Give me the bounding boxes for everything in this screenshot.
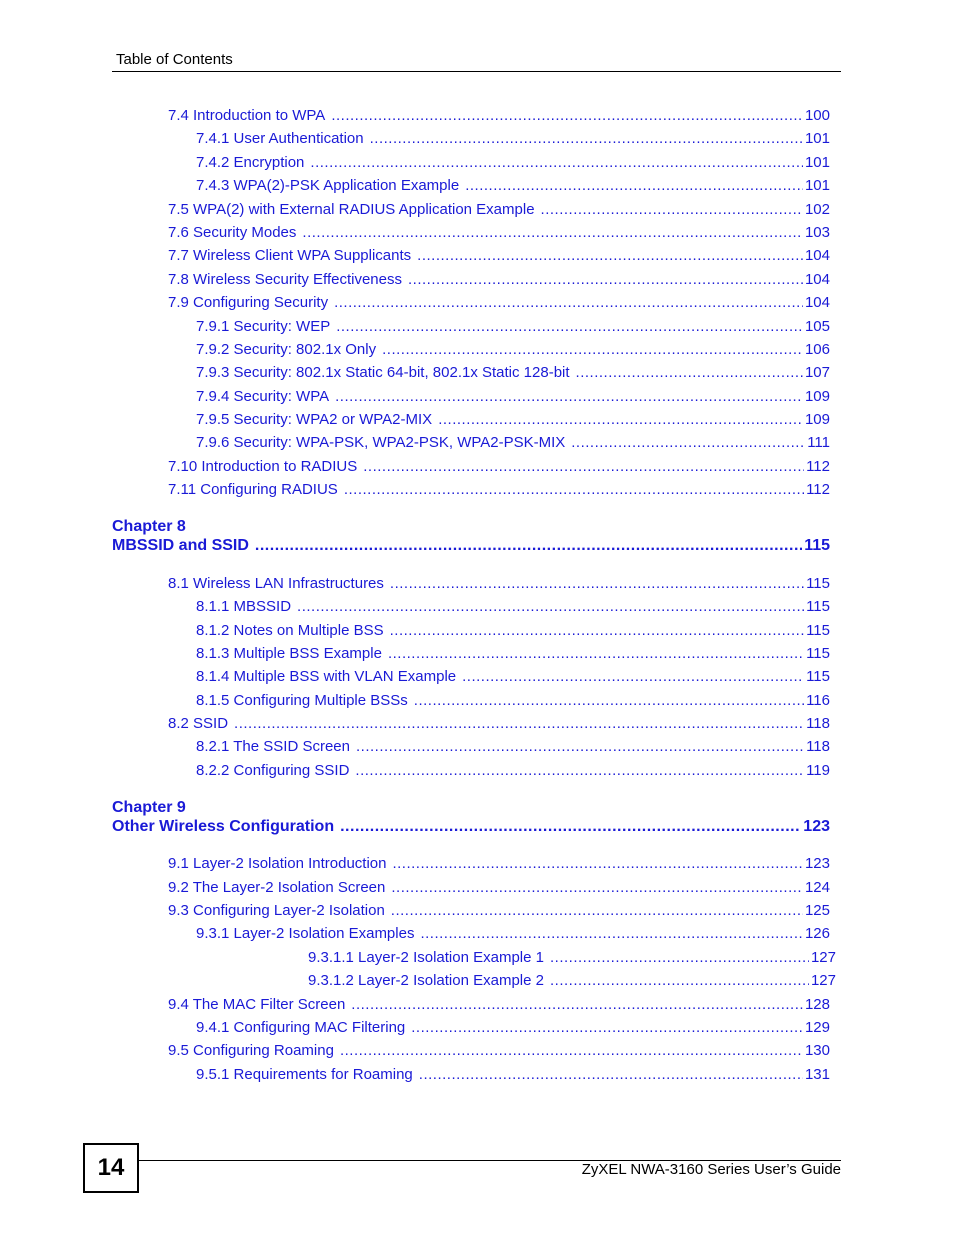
toc-entry-title: 9.1 Layer-2 Isolation Introduction	[168, 855, 387, 872]
leader-dots	[391, 879, 803, 896]
toc-entry-title: 7.11 Configuring RADIUS	[168, 481, 338, 498]
toc-entry-page: 109	[804, 388, 830, 405]
toc-entry-title: 8.2.2 Configuring SSID	[196, 762, 350, 779]
leader-dots	[234, 715, 804, 732]
toc-entry-title: 8.1 Wireless LAN Infrastructures	[168, 575, 384, 592]
toc-entry-page: 127	[810, 972, 836, 989]
leader-dots	[351, 996, 803, 1013]
toc-entry[interactable]	[196, 692, 830, 712]
toc-entry-title: 9.3 Configuring Layer-2 Isolation	[168, 902, 385, 919]
toc-entry-page: 130	[804, 1042, 830, 1059]
header-title: Table of Contents	[116, 51, 233, 68]
toc-entry[interactable]	[196, 434, 830, 454]
toc-entry[interactable]	[196, 411, 830, 431]
guide-title: ZyXEL NWA-3160 Series User’s Guide	[581, 1161, 841, 1178]
leader-dots	[419, 1066, 803, 1083]
toc-entry[interactable]	[196, 177, 830, 197]
leader-dots	[417, 247, 803, 264]
toc-entry[interactable]	[196, 1066, 830, 1086]
leader-dots	[414, 692, 804, 709]
toc-entry[interactable]	[196, 1019, 830, 1039]
leader-dots	[465, 177, 803, 194]
toc-entry-title: 7.7 Wireless Client WPA Supplicants	[168, 247, 412, 264]
toc-entry-page: 103	[804, 224, 830, 241]
leader-dots	[382, 341, 803, 358]
toc-entry[interactable]	[196, 622, 830, 642]
toc-entry-title: 7.6 Security Modes	[168, 224, 297, 241]
toc-entry-title: 7.9 Configuring Security	[168, 294, 329, 311]
toc-entry-page: 116	[806, 692, 830, 709]
leader-dots	[408, 271, 803, 288]
toc-entry-page: 115	[806, 598, 830, 615]
toc-entry-page: 112	[806, 458, 830, 475]
toc-entry-page: 124	[804, 879, 830, 896]
toc-entry-title: 9.4 The MAC Filter Screen	[168, 996, 346, 1013]
toc-entry[interactable]	[196, 341, 830, 361]
leader-dots	[344, 481, 804, 498]
toc-entry-title: 7.4.3 WPA(2)-PSK Application Example	[196, 177, 460, 194]
page-number: 14	[83, 1143, 139, 1193]
toc-entry-page: 125	[804, 902, 830, 919]
toc-entry[interactable]	[168, 247, 830, 267]
leader-dots	[541, 201, 803, 218]
toc-entry-page: 119	[806, 762, 830, 779]
chapter-label: Chapter 9	[112, 799, 186, 816]
toc-entry-page: 118	[806, 738, 830, 755]
leader-dots	[438, 411, 803, 428]
toc-entry-page: 107	[804, 364, 830, 381]
toc-entry[interactable]	[196, 130, 830, 150]
toc-entry-title: 7.9.2 Security: 802.1x Only	[196, 341, 377, 358]
toc-entry[interactable]	[168, 715, 830, 735]
toc-entry-title: 8.1.4 Multiple BSS with VLAN Example	[196, 668, 457, 685]
leader-dots	[363, 458, 804, 475]
toc-entry-title: 8.1.5 Configuring Multiple BSSs	[196, 692, 408, 709]
toc-entry-title: 8.1.1 MBSSID	[196, 598, 292, 615]
toc-entry-title: 9.2 The Layer-2 Isolation Screen	[168, 879, 386, 896]
toc-entry[interactable]	[168, 224, 830, 244]
toc-entry[interactable]	[168, 481, 830, 501]
toc-entry-title: 7.9.4 Security: WPA	[196, 388, 330, 405]
toc-entry-title: 9.4.1 Configuring MAC Filtering	[196, 1019, 406, 1036]
toc-entry-title: 7.9.3 Security: 802.1x Static 64-bit, 802.1x Static 128-bit	[196, 364, 570, 381]
chapter-page: 123	[803, 818, 830, 835]
toc-entry-page: 104	[804, 247, 830, 264]
leader-dots	[370, 130, 803, 147]
toc-entry[interactable]	[196, 645, 830, 665]
toc-entry-title: 7.9.1 Security: WEP	[196, 318, 331, 335]
chapter-entry[interactable]	[112, 537, 830, 557]
toc-entry-page: 118	[806, 715, 830, 732]
toc-entry-page: 101	[804, 154, 830, 171]
toc-entry-page: 106	[804, 341, 830, 358]
toc-entry-title: 8.1.2 Notes on Multiple BSS	[196, 622, 384, 639]
toc-entry-title: 7.10 Introduction to RADIUS	[168, 458, 358, 475]
toc-entry[interactable]	[168, 575, 830, 595]
leader-dots	[390, 575, 804, 592]
toc-entry[interactable]	[308, 972, 836, 992]
leader-dots	[335, 388, 803, 405]
leader-dots	[462, 668, 804, 685]
toc-entry-page: 100	[804, 107, 830, 124]
toc-entry[interactable]	[196, 154, 830, 174]
toc-entry-title: 9.3.1 Layer-2 Isolation Examples	[196, 925, 415, 942]
toc-entry-page: 104	[804, 271, 830, 288]
leader-dots	[550, 949, 809, 966]
toc-entry-page: 128	[804, 996, 830, 1013]
toc-entry-title: 8.1.3 Multiple BSS Example	[196, 645, 382, 662]
toc-entry[interactable]	[196, 925, 830, 945]
leader-dots	[356, 738, 804, 755]
toc-entry-page: 101	[804, 177, 830, 194]
toc-entry-page: 115	[806, 645, 830, 662]
toc-entry[interactable]	[168, 294, 830, 314]
toc-entry[interactable]	[168, 271, 830, 291]
chapter-title: Other Wireless Configuration	[112, 818, 335, 835]
toc-entry[interactable]	[168, 1042, 830, 1062]
toc-entry-page: 115	[806, 575, 830, 592]
leader-dots	[302, 224, 803, 241]
toc-entry[interactable]	[196, 762, 830, 782]
leader-dots	[255, 537, 802, 555]
leader-dots	[336, 318, 803, 335]
toc-entry-page: 102	[804, 201, 830, 218]
chapter-page: 115	[804, 537, 830, 554]
toc-entry[interactable]	[196, 364, 830, 384]
leader-dots	[331, 107, 803, 124]
toc-entry-page: 111	[807, 434, 830, 451]
leader-dots	[390, 622, 804, 639]
leader-dots	[392, 855, 803, 872]
toc-entry-page: 115	[806, 668, 830, 685]
chapter-title: MBSSID and SSID	[112, 537, 249, 554]
leader-dots	[420, 925, 803, 942]
leader-dots	[334, 294, 803, 311]
toc-entry[interactable]	[168, 458, 830, 478]
toc-entry-page: 105	[804, 318, 830, 335]
chapter-label: Chapter 8	[112, 518, 186, 535]
toc-entry[interactable]	[196, 318, 830, 338]
toc-entry-page: 123	[804, 855, 830, 872]
leader-dots	[391, 902, 803, 919]
toc-entry-title: 7.4.2 Encryption	[196, 154, 305, 171]
toc-entry-title: 7.9.5 Security: WPA2 or WPA2-MIX	[196, 411, 433, 428]
toc-entry-page: 101	[804, 130, 830, 147]
chapter-entry[interactable]	[112, 818, 830, 838]
leader-dots	[576, 364, 803, 381]
toc-entry[interactable]	[196, 598, 830, 618]
toc-entry-page: 115	[806, 622, 830, 639]
toc-entry-title: 9.3.1.2 Layer-2 Isolation Example 2	[308, 972, 544, 989]
leader-dots	[388, 645, 804, 662]
toc-entry-page: 129	[804, 1019, 830, 1036]
toc-entry[interactable]	[168, 107, 830, 127]
toc-entry[interactable]	[168, 902, 830, 922]
toc-entry-title: 7.4.1 User Authentication	[196, 130, 364, 147]
toc-entry-title: 7.5 WPA(2) with External RADIUS Application Example	[168, 201, 535, 218]
toc-entry-title: 9.3.1.1 Layer-2 Isolation Example 1	[308, 949, 544, 966]
leader-dots	[571, 434, 805, 451]
toc-entry-page: 104	[804, 294, 830, 311]
toc-entry-page: 131	[804, 1066, 830, 1083]
toc-entry-title: 9.5 Configuring Roaming	[168, 1042, 334, 1059]
toc-entry[interactable]	[196, 738, 830, 758]
toc-entry-title: 7.8 Wireless Security Effectiveness	[168, 271, 402, 288]
toc-entry-page: 109	[804, 411, 830, 428]
leader-dots	[550, 972, 809, 989]
toc-entry[interactable]	[168, 996, 830, 1016]
leader-dots	[355, 762, 804, 779]
toc-entry[interactable]	[168, 201, 830, 221]
toc-entry-title: 7.9.6 Security: WPA-PSK, WPA2-PSK, WPA2-PSK-MIX	[196, 434, 566, 451]
toc-entry-page: 127	[810, 949, 836, 966]
toc-entry-page: 112	[806, 481, 830, 498]
leader-dots	[297, 598, 804, 615]
toc-entry-title: 8.2 SSID	[168, 715, 229, 732]
toc-entry-title: 9.5.1 Requirements for Roaming	[196, 1066, 413, 1083]
toc-entry[interactable]	[308, 949, 836, 969]
leader-dots	[340, 1042, 803, 1059]
toc-entry[interactable]	[168, 855, 830, 875]
toc-entry[interactable]	[196, 668, 830, 688]
leader-dots	[340, 818, 801, 836]
toc-entry[interactable]	[168, 879, 830, 899]
leader-dots	[411, 1019, 803, 1036]
leader-dots	[310, 154, 803, 171]
toc-entry-title: 8.2.1 The SSID Screen	[196, 738, 350, 755]
toc-entry[interactable]	[196, 388, 830, 408]
toc-entry-title: 7.4 Introduction to WPA	[168, 107, 326, 124]
toc-entry-page: 126	[804, 925, 830, 942]
